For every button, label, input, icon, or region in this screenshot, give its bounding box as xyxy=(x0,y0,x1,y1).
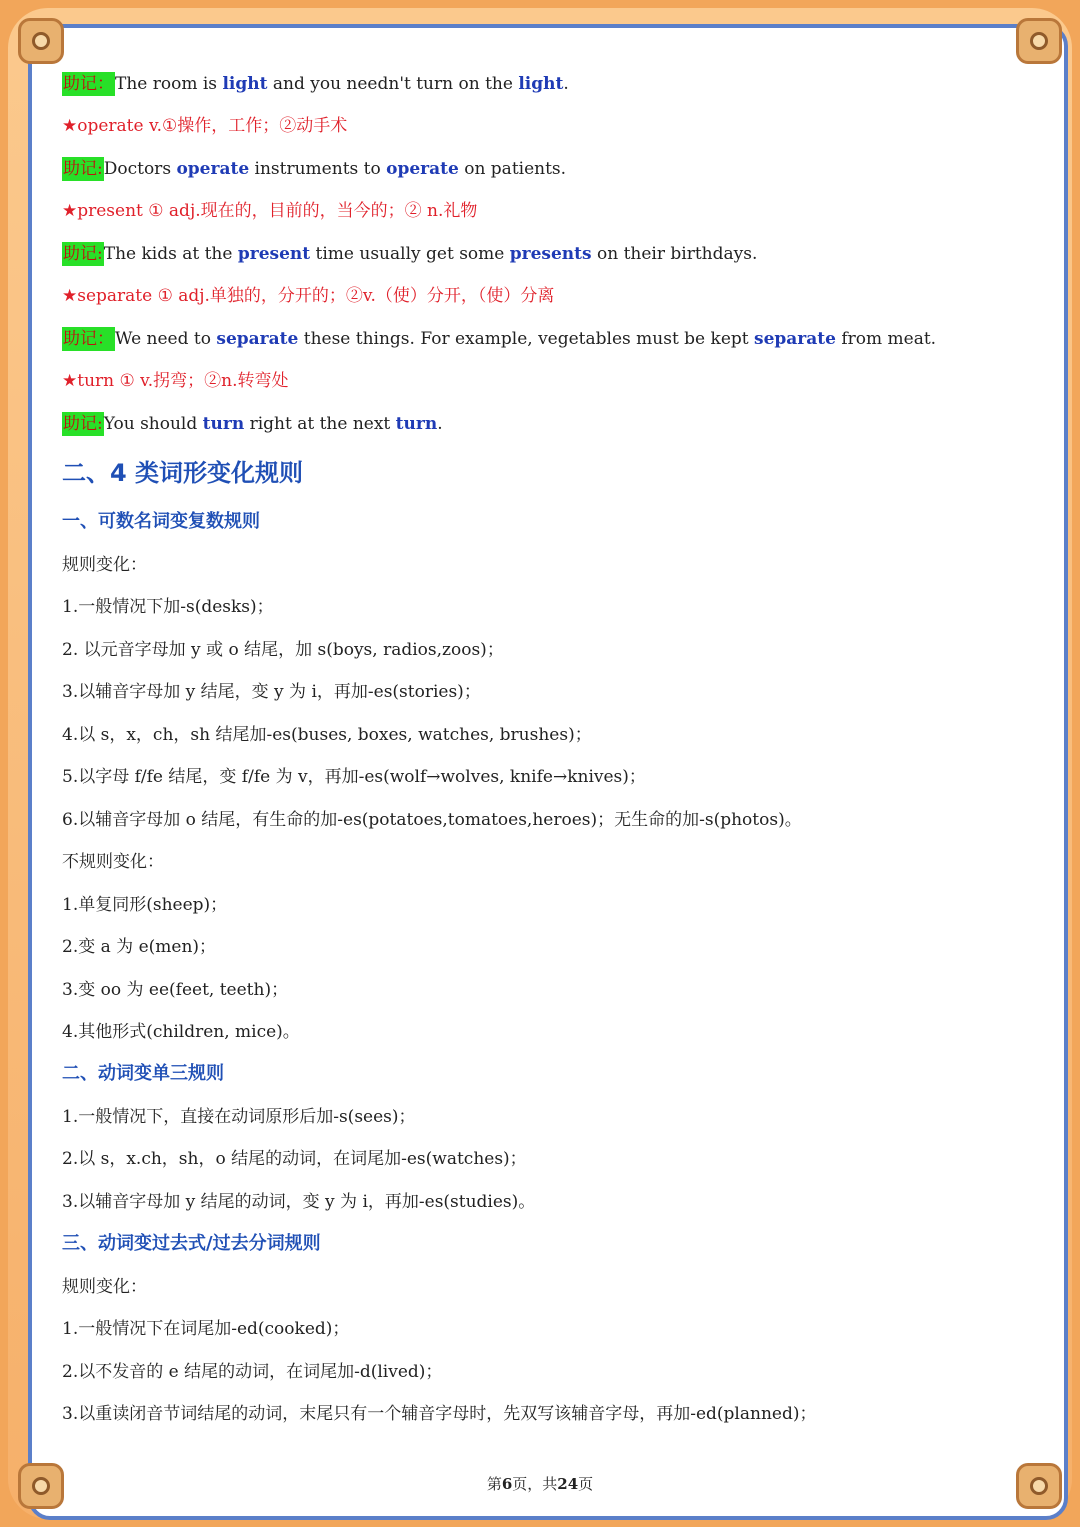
keyword: presents xyxy=(509,244,592,264)
label: 规则变化： xyxy=(62,555,147,575)
section-title: 二、4 类词形变化规则 xyxy=(62,459,304,487)
vocab-entry: ★present ① adj.现在的，目前的，当今的；② n.礼物 xyxy=(62,201,478,221)
mnemonic-tag: 助记: xyxy=(63,159,103,179)
vocab-entry: ★separate ① adj.单独的，分开的；②v.（使）分开，（使）分离 xyxy=(62,286,555,306)
rule-item: 4.以 s，x，ch，sh 结尾加-es(buses, boxes, watches, brushes)； xyxy=(62,725,592,745)
mnemonic-tag: 助记: xyxy=(63,414,103,434)
mnemonic-tag: 助记: xyxy=(63,244,103,264)
rule-item: 6.以辅音字母加 o 结尾，有生命的加-es(potatoes,tomatoes,heroes)；无生命的加-s(photos)。 xyxy=(62,810,802,830)
mnemonic-line: 助记:You should turn right at the next turn. xyxy=(63,414,443,434)
subsection-title: 二、动词变单三规则 xyxy=(62,1063,224,1084)
mnemonic-tag: 助记： xyxy=(63,329,114,349)
label: 不规则变化： xyxy=(62,852,164,872)
page-footer: 第6页，共24页 xyxy=(486,1475,594,1493)
rule-item: 3.变 oo 为 ee(feet, teeth)； xyxy=(62,980,289,1000)
rule-item: 2.以 s，x.ch，sh，o 结尾的动词，在词尾加-es(watches)； xyxy=(62,1149,527,1169)
vocab-entry: ★turn ① v.拐弯；②n.转弯处 xyxy=(62,371,289,391)
keyword: operate xyxy=(386,159,459,179)
keyword: present xyxy=(237,244,311,264)
corner-ornament-top-right xyxy=(1016,18,1062,64)
keyword: separate xyxy=(216,329,299,349)
label: 规则变化： xyxy=(62,1277,147,1297)
mnemonic-line: 助记:Doctors operate instruments to operate on patients. xyxy=(63,159,567,179)
rule-item: 1.一般情况下在词尾加-ed(cooked)； xyxy=(62,1319,350,1339)
keyword: separate xyxy=(754,329,836,349)
mnemonic-line: 助记:The kids at the present time usually get some presents on their birthdays. xyxy=(63,244,758,264)
mnemonic-line: 助记：The room is light and you needn't turn on the light. xyxy=(63,74,569,94)
subsection-title: 三、动词变过去式/过去分词规则 xyxy=(62,1233,321,1254)
rule-item: 1.单复同形(sheep)； xyxy=(62,895,228,915)
keyword: light xyxy=(222,74,268,94)
rule-item: 1.一般情况下，直接在动词原形后加-s(sees)； xyxy=(62,1107,416,1127)
rule-item: 2. 以元音字母加 y 或 o 结尾，加 s(boys, radios,zoos)； xyxy=(62,640,504,660)
rule-item: 3.以辅音字母加 y 结尾的动词，变 y 为 i，再加-es(studies)。 xyxy=(62,1192,536,1212)
rule-item: 4.其他形式(children, mice)。 xyxy=(62,1022,300,1042)
page-total: 24 xyxy=(557,1475,579,1493)
vocab-entry: ★operate v.①操作，工作；②动手术 xyxy=(62,116,348,136)
keyword: turn xyxy=(395,414,438,434)
mnemonic-tag: 助记： xyxy=(63,74,114,94)
keyword: operate xyxy=(176,159,250,179)
keyword: turn xyxy=(202,414,245,434)
subsection-title: 一、可数名词变复数规则 xyxy=(62,511,260,532)
corner-ornament-top-left xyxy=(18,18,64,64)
rule-item: 2.变 a 为 e(men)； xyxy=(62,937,217,957)
page-frame xyxy=(8,8,1072,1519)
rule-item: 2.以不发音的 e 结尾的动词，在词尾加-d(lived)； xyxy=(62,1362,443,1382)
page-number: 6 xyxy=(501,1475,513,1493)
rule-item: 3.以重读闭音节词结尾的动词，末尾只有一个辅音字母时，先双写该辅音字母，再加-ed(planned)； xyxy=(62,1404,817,1424)
rule-item: 3.以辅音字母加 y 结尾，变 y 为 i，再加-es(stories)； xyxy=(62,682,481,702)
rule-item: 5.以字母 f/fe 结尾，变 f/fe 为 v，再加-es(wolf→wolves, knife→knives)； xyxy=(62,767,646,787)
mnemonic-line: 助记：We need to separate these things. For example, vegetables must be kept separate from meat. xyxy=(63,329,937,349)
keyword: light xyxy=(518,74,564,94)
rule-item: 1.一般情况下加-s(desks)； xyxy=(62,597,274,617)
